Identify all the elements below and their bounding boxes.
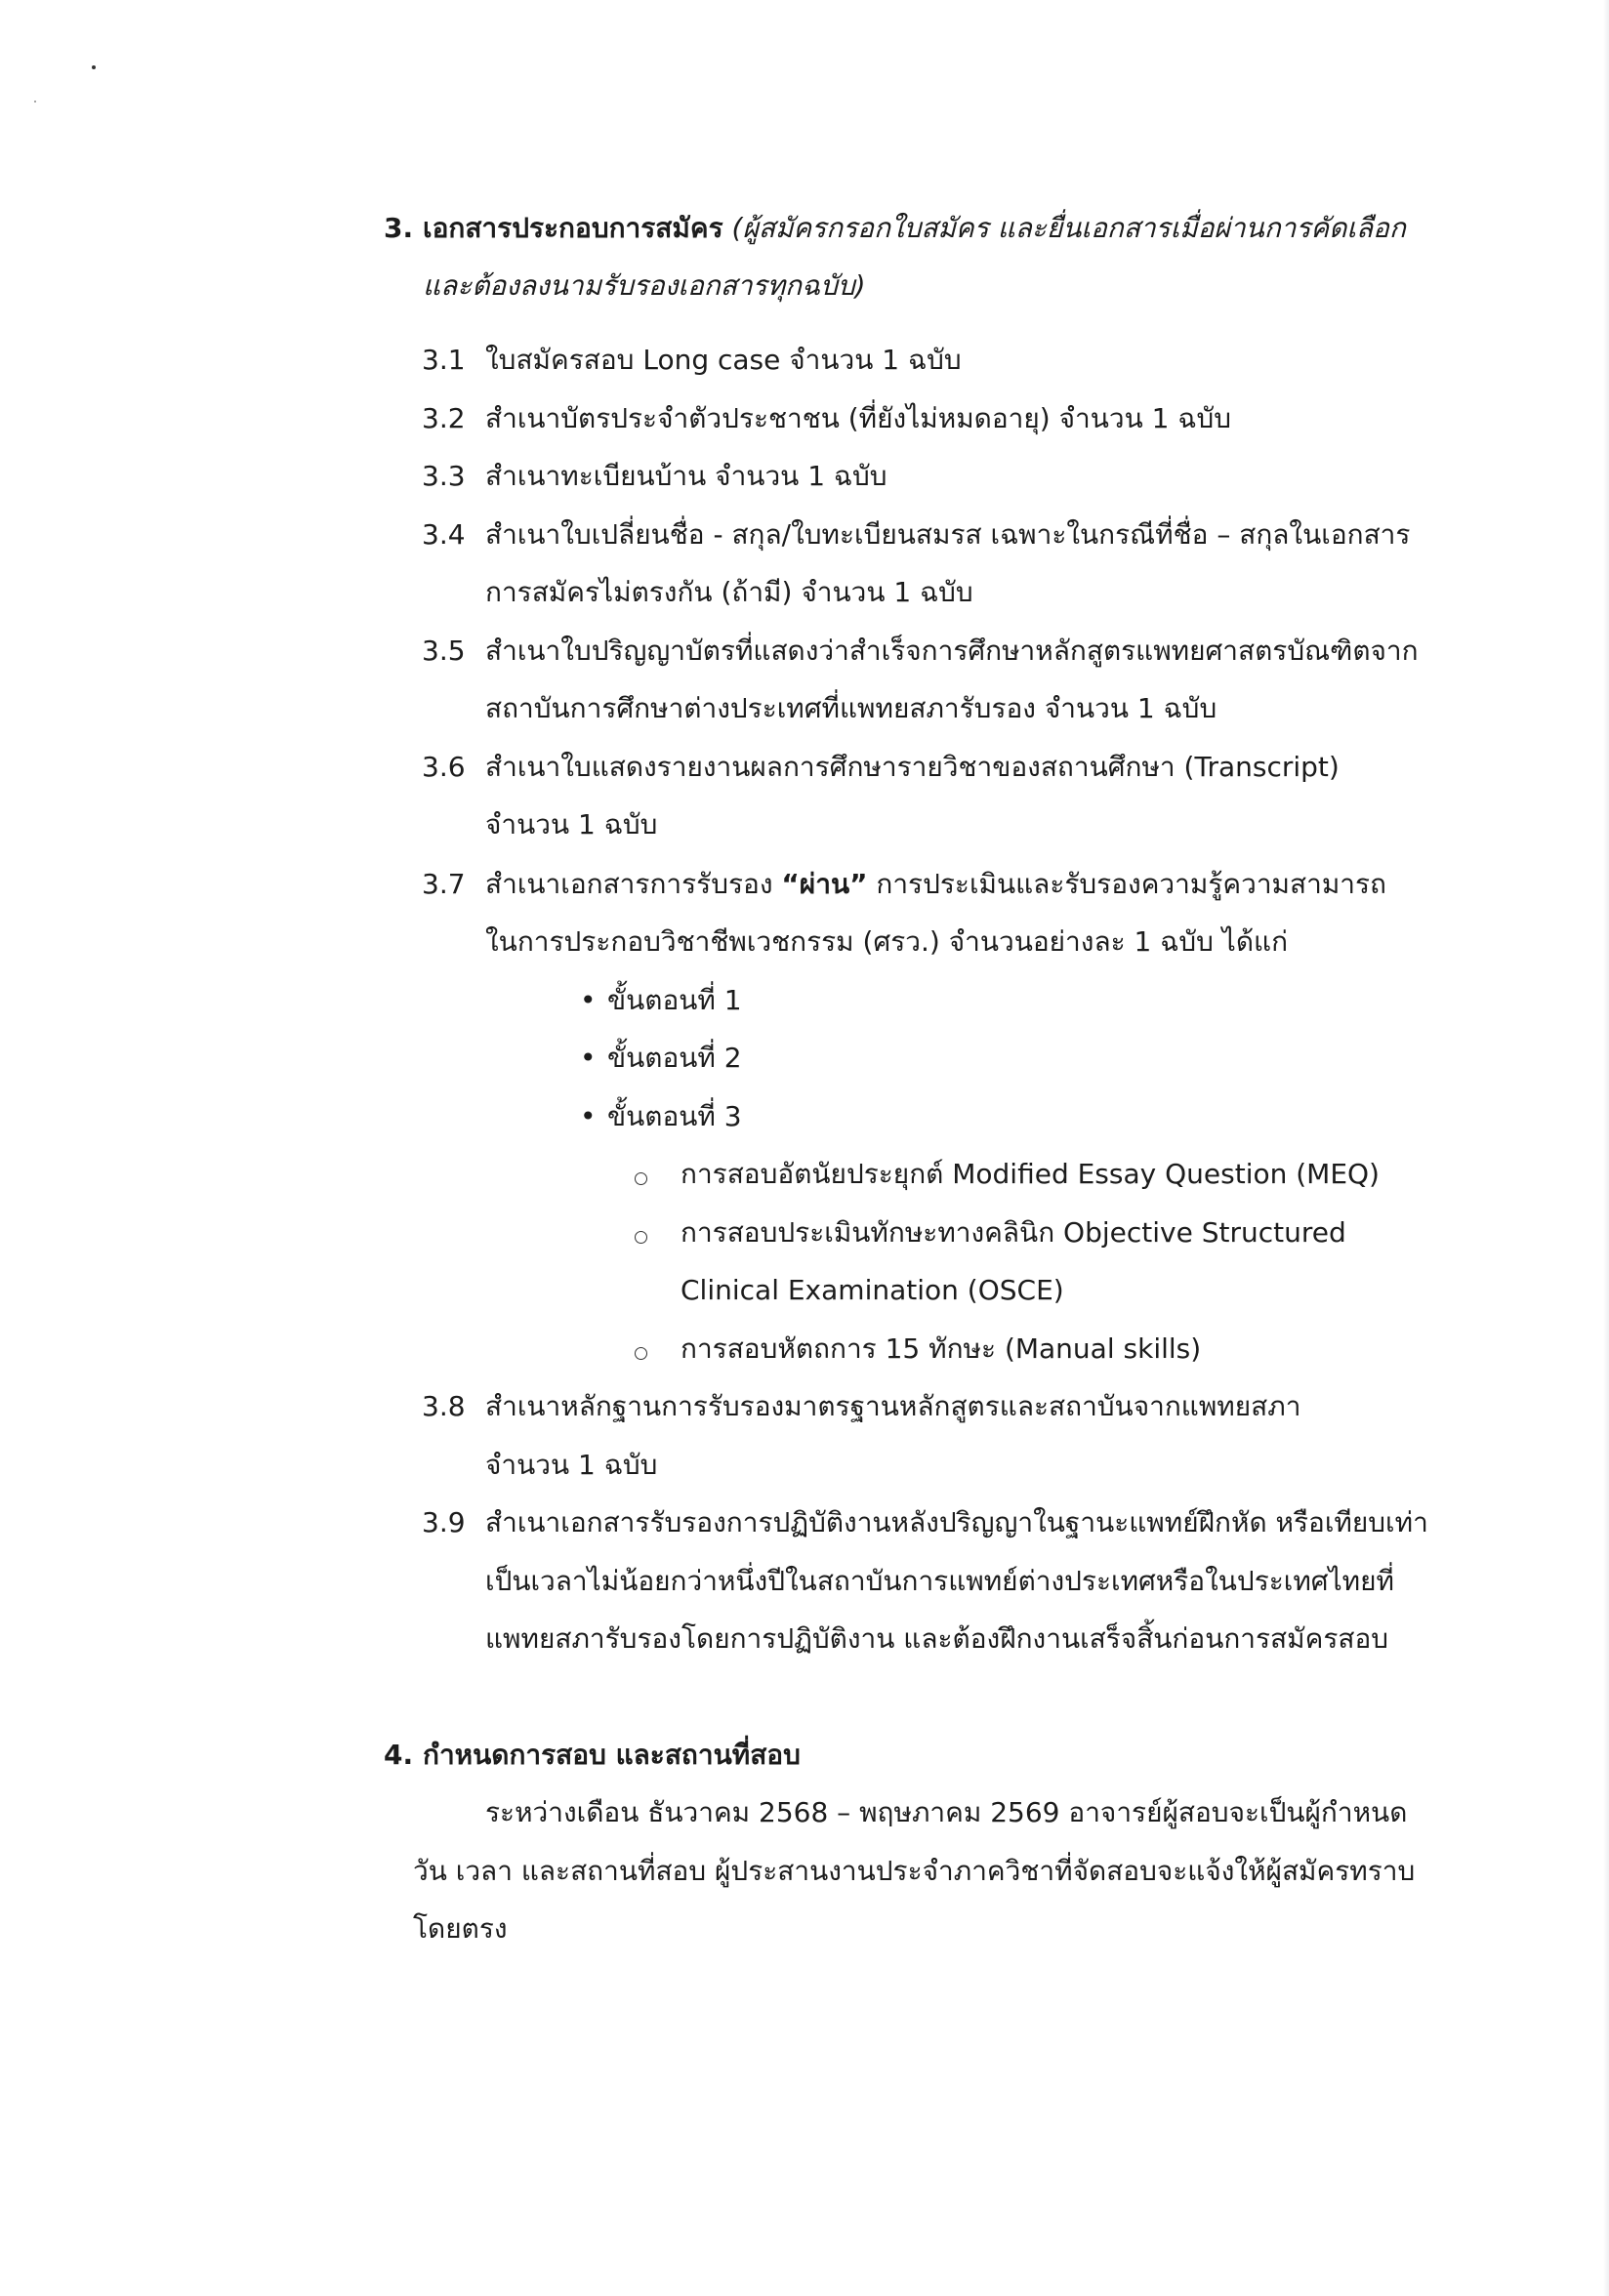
step-1: ขั้นตอนที่ 1 bbox=[607, 984, 742, 1016]
step-3-sub-manual: การสอบหัตถการ 15 ทักษะ (Manual skills) bbox=[681, 1332, 1202, 1365]
item-number: 3.1 bbox=[422, 344, 466, 376]
item-3-8-text: สำเนาหลักฐานการรับรองมาตรฐานหลักสูตรและสถาบันจากแพทยสภา bbox=[485, 1390, 1301, 1422]
item-3-7-text-post: การประเมินและรับรองความรู้ความสามารถ bbox=[867, 868, 1386, 900]
item-3-9-text: สำเนาเอกสารรับรองการปฏิบัติงานหลังปริญญาในฐานะแพทย์ฝึกหัด หรือเทียบเท่า bbox=[485, 1506, 1428, 1538]
item-3-4-text: สำเนาใบเปลี่ยนชื่อ - สกุล/ใบทะเบียนสมรส เฉพาะในกรณีที่ชื่อ – สกุลในเอกสาร bbox=[485, 518, 1411, 551]
circle-bullet-icon bbox=[635, 1347, 647, 1360]
section-3-title: เอกสารประกอบการสมัคร bbox=[423, 212, 723, 244]
bullet-icon: • bbox=[580, 1100, 597, 1132]
item-3-8-text-cont: จำนวน 1 ฉบับ bbox=[485, 1449, 658, 1481]
item-number: 3.8 bbox=[422, 1390, 466, 1422]
scan-speck bbox=[92, 65, 96, 69]
item-number: 3.2 bbox=[422, 402, 466, 434]
item-3-7-text bbox=[485, 865, 1386, 904]
item-3-7-text-pre: สำเนาเอกสารการรับรอง bbox=[485, 868, 782, 900]
item-number: 3.5 bbox=[422, 635, 466, 667]
page-edge bbox=[1603, 0, 1609, 2296]
section-4-paragraph-line1: ระหว่างเดือน ธันวาคม 2568 – พฤษภาคม 2569 อาจารย์ผู้สอบจะเป็นผู้กำหนด bbox=[485, 1796, 1408, 1828]
section-3-note-line2: และต้องลงนามรับรองเอกสารทุกฉบับ) bbox=[423, 269, 866, 302]
circle-bullet-icon bbox=[635, 1172, 647, 1185]
item-3-4-text-cont: การสมัครไม่ตรงกัน (ถ้ามี) จำนวน 1 ฉบับ bbox=[485, 576, 973, 608]
item-number: 3.7 bbox=[422, 868, 466, 900]
section-4-title: กำหนดการสอบ และสถานที่สอบ bbox=[423, 1739, 801, 1771]
section-4-paragraph-line2: วัน เวลา และสถานที่สอบ ผู้ประสานงานประจำภาควิชาที่จัดสอบจะแจ้งให้ผู้สมัครทราบ bbox=[413, 1855, 1416, 1887]
step-3-sub-osce: การสอบประเมินทักษะทางคลินิก Objective Structured bbox=[681, 1216, 1346, 1249]
section-3-note: (ผู้สมัครกรอกใบสมัคร และยื่นเอกสารเมื่อผ่านการคัดเลือก bbox=[731, 212, 1406, 244]
step-3-sub-osce-cont: Clinical Examination (OSCE) bbox=[681, 1274, 1064, 1306]
item-number: 3.6 bbox=[422, 751, 466, 783]
item-3-6-text: สำเนาใบแสดงรายงานผลการศึกษารายวิชาของสถานศึกษา (Transcript) bbox=[485, 751, 1340, 783]
item-3-1-text: ใบสมัครสอบ Long case จำนวน 1 ฉบับ bbox=[485, 344, 962, 376]
item-3-7-pass-emphasis: “ผ่าน” bbox=[781, 868, 868, 900]
step-3: ขั้นตอนที่ 3 bbox=[607, 1100, 742, 1132]
item-number: 3.4 bbox=[422, 518, 466, 551]
item-number: 3.3 bbox=[422, 460, 466, 492]
item-3-7-text-cont: ในการประกอบวิชาชีพเวชกรรม (ศรว.) จำนวนอย่างละ 1 ฉบับ ได้แก่ bbox=[485, 925, 1289, 958]
item-3-9-text-cont: แพทยสภารับรองโดยการปฏิบัติงาน และต้องฝึกงานเสร็จสิ้นก่อนการสมัครสอบ bbox=[485, 1622, 1389, 1655]
item-3-9-text-cont: เป็นเวลาไม่น้อยกว่าหนึ่งปีในสถาบันการแพทย์ต่างประเทศหรือในประเทศไทยที่ bbox=[485, 1565, 1394, 1597]
section-3-number: 3. bbox=[384, 212, 414, 244]
item-3-2-text: สำเนาบัตรประจำตัวประชาชน (ที่ยังไม่หมดอายุ) จำนวน 1 ฉบับ bbox=[485, 402, 1231, 434]
item-3-5-text-cont: สถาบันการศึกษาต่างประเทศที่แพทยสภารับรอง จำนวน 1 ฉบับ bbox=[485, 692, 1217, 724]
bullet-icon: • bbox=[580, 984, 597, 1016]
item-3-5-text: สำเนาใบปริญญาบัตรที่แสดงว่าสำเร็จการศึกษาหลักสูตรแพทยศาสตรบัณฑิตจาก bbox=[485, 635, 1419, 667]
section-3-heading bbox=[423, 209, 1406, 248]
section-4-number: 4. bbox=[384, 1739, 414, 1771]
section-4-paragraph-line3: โดยตรง bbox=[413, 1912, 508, 1945]
bullet-icon: • bbox=[580, 1042, 597, 1074]
item-3-6-text-cont: จำนวน 1 ฉบับ bbox=[485, 808, 658, 840]
circle-bullet-icon bbox=[635, 1231, 647, 1244]
scan-speck bbox=[34, 101, 36, 102]
step-2: ขั้นตอนที่ 2 bbox=[607, 1042, 742, 1074]
item-number: 3.9 bbox=[422, 1506, 466, 1538]
item-3-3-text: สำเนาทะเบียนบ้าน จำนวน 1 ฉบับ bbox=[485, 460, 887, 492]
step-3-sub-meq: การสอบอัตนัยประยุกต์ Modified Essay Question (MEQ) bbox=[681, 1158, 1380, 1190]
